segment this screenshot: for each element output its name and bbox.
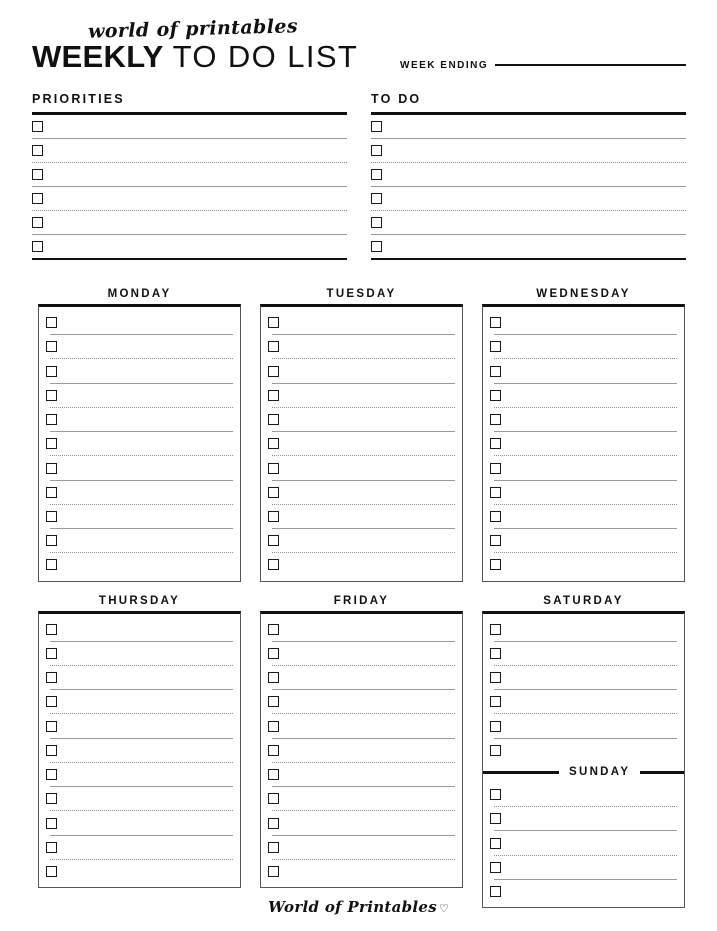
checkbox[interactable] bbox=[268, 866, 279, 877]
checkbox[interactable] bbox=[490, 317, 501, 328]
day-task-row[interactable] bbox=[268, 505, 455, 528]
checkbox[interactable] bbox=[268, 438, 279, 449]
checkbox[interactable] bbox=[268, 535, 279, 546]
checkbox[interactable] bbox=[32, 193, 43, 204]
day-task-row[interactable] bbox=[46, 666, 233, 689]
day-box bbox=[260, 611, 463, 889]
checkbox[interactable] bbox=[46, 745, 57, 756]
day-column-thursday bbox=[38, 595, 241, 909]
section-priorities bbox=[32, 92, 347, 260]
sunday-rule-right bbox=[640, 771, 684, 774]
day-task-row[interactable] bbox=[268, 553, 455, 576]
day-task-row[interactable] bbox=[46, 529, 233, 552]
day-task-row[interactable] bbox=[490, 553, 677, 576]
checkbox[interactable] bbox=[46, 559, 57, 570]
day-label: SATURDAY bbox=[543, 594, 624, 607]
checkbox[interactable] bbox=[46, 648, 57, 659]
checkbox[interactable] bbox=[490, 511, 501, 522]
checkbox[interactable] bbox=[268, 390, 279, 401]
day-task-row[interactable] bbox=[490, 714, 677, 737]
day-task-row[interactable] bbox=[46, 359, 233, 382]
checkbox[interactable] bbox=[490, 648, 501, 659]
page-title bbox=[32, 39, 358, 75]
checkbox[interactable] bbox=[490, 438, 501, 449]
sunday-divider bbox=[483, 762, 684, 783]
checkbox[interactable] bbox=[268, 721, 279, 732]
day-row bbox=[38, 288, 686, 582]
checklist-row[interactable] bbox=[32, 139, 347, 162]
day-task-row[interactable] bbox=[490, 831, 677, 854]
checkbox[interactable] bbox=[46, 511, 57, 522]
checkbox[interactable] bbox=[490, 696, 501, 707]
checkbox[interactable] bbox=[46, 672, 57, 683]
checkbox[interactable] bbox=[268, 366, 279, 377]
checklist-row[interactable] bbox=[32, 235, 347, 258]
checkbox[interactable] bbox=[32, 241, 43, 252]
checkbox[interactable] bbox=[268, 842, 279, 853]
checkbox[interactable] bbox=[371, 169, 382, 180]
top-sections bbox=[32, 92, 686, 260]
day-task-row[interactable] bbox=[46, 505, 233, 528]
day-task-row[interactable] bbox=[490, 642, 677, 665]
day-task-row[interactable] bbox=[46, 384, 233, 407]
day-task-row[interactable] bbox=[268, 739, 455, 762]
checkbox[interactable] bbox=[46, 696, 57, 707]
week-ending-write-line[interactable] bbox=[495, 64, 686, 66]
day-task-row[interactable] bbox=[268, 311, 455, 334]
checkbox[interactable] bbox=[46, 624, 57, 635]
day-label: MONDAY bbox=[107, 288, 172, 300]
checkbox[interactable] bbox=[32, 145, 43, 156]
checkbox[interactable] bbox=[371, 217, 382, 228]
day-task-row[interactable] bbox=[46, 714, 233, 737]
day-box bbox=[38, 304, 241, 582]
day-task-row[interactable] bbox=[268, 690, 455, 713]
day-task-row[interactable] bbox=[46, 553, 233, 576]
checkbox[interactable] bbox=[32, 169, 43, 180]
checkbox[interactable] bbox=[268, 818, 279, 829]
checkbox[interactable] bbox=[490, 341, 501, 352]
day-task-row[interactable] bbox=[268, 335, 455, 358]
checklist-row[interactable] bbox=[32, 115, 347, 138]
day-task-row[interactable] bbox=[46, 335, 233, 358]
page-footer bbox=[0, 898, 717, 917]
checkbox[interactable] bbox=[268, 745, 279, 756]
day-task-row[interactable] bbox=[268, 529, 455, 552]
checkbox[interactable] bbox=[490, 862, 501, 873]
checkbox[interactable] bbox=[490, 813, 501, 824]
page-title-bold: WEEKLY bbox=[32, 39, 164, 74]
section-title: TO DO bbox=[371, 92, 422, 106]
checkbox[interactable] bbox=[46, 721, 57, 732]
day-task-row[interactable] bbox=[490, 408, 677, 431]
section-bottom-rule bbox=[371, 258, 686, 261]
day-task-row[interactable] bbox=[46, 642, 233, 665]
day-task-row[interactable] bbox=[268, 763, 455, 786]
checkbox[interactable] bbox=[268, 769, 279, 780]
day-task-row[interactable] bbox=[46, 811, 233, 834]
checkbox[interactable] bbox=[268, 511, 279, 522]
day-grid bbox=[38, 288, 686, 921]
checklist-row[interactable] bbox=[371, 139, 686, 162]
checklist-row[interactable] bbox=[371, 163, 686, 186]
day-label: WEDNESDAY bbox=[536, 288, 631, 300]
section-to-do bbox=[371, 92, 686, 260]
day-task-row[interactable] bbox=[46, 690, 233, 713]
day-box bbox=[260, 304, 463, 582]
checklist-row[interactable] bbox=[371, 235, 686, 258]
checkbox[interactable] bbox=[46, 341, 57, 352]
checkbox[interactable] bbox=[490, 838, 501, 849]
day-task-row[interactable] bbox=[490, 432, 677, 455]
day-label: FRIDAY bbox=[333, 594, 390, 607]
day-task-row[interactable] bbox=[490, 690, 677, 713]
checklist-row[interactable] bbox=[371, 211, 686, 234]
checkbox[interactable] bbox=[371, 241, 382, 252]
checkbox[interactable] bbox=[268, 624, 279, 635]
day-task-row[interactable] bbox=[490, 311, 677, 334]
page-header bbox=[32, 15, 686, 80]
day-task-row[interactable] bbox=[268, 359, 455, 382]
checkbox[interactable] bbox=[268, 317, 279, 328]
day-task-row[interactable] bbox=[490, 335, 677, 358]
checkbox[interactable] bbox=[268, 463, 279, 474]
checkbox[interactable] bbox=[490, 672, 501, 683]
checkbox[interactable] bbox=[46, 366, 57, 377]
day-task-row[interactable] bbox=[490, 481, 677, 504]
week-ending-label: WEEK ENDING bbox=[400, 60, 489, 71]
day-label: TUESDAY bbox=[326, 288, 397, 300]
checkbox[interactable] bbox=[490, 390, 501, 401]
day-column-monday bbox=[38, 288, 241, 582]
sunday-rule-left bbox=[483, 771, 559, 774]
checkbox[interactable] bbox=[371, 121, 382, 132]
day-task-row[interactable] bbox=[490, 739, 677, 762]
checkbox[interactable] bbox=[268, 696, 279, 707]
day-task-row[interactable] bbox=[490, 807, 677, 830]
day-task-row[interactable] bbox=[268, 408, 455, 431]
checklist-row[interactable] bbox=[32, 211, 347, 234]
day-task-row[interactable] bbox=[268, 666, 455, 689]
day-column-friday bbox=[260, 595, 463, 909]
day-task-row[interactable] bbox=[490, 384, 677, 407]
day-column-saturday bbox=[482, 595, 685, 909]
heart-icon: ♡ bbox=[439, 903, 449, 915]
section-bottom-rule bbox=[32, 258, 347, 261]
checkbox[interactable] bbox=[268, 672, 279, 683]
day-task-row[interactable] bbox=[490, 856, 677, 879]
checkbox[interactable] bbox=[490, 414, 501, 425]
day-box bbox=[482, 611, 685, 909]
checkbox[interactable] bbox=[46, 390, 57, 401]
checkbox[interactable] bbox=[490, 745, 501, 756]
checklist-row[interactable] bbox=[371, 115, 686, 138]
checkbox[interactable] bbox=[490, 559, 501, 570]
day-task-row[interactable] bbox=[490, 456, 677, 479]
day-task-row[interactable] bbox=[46, 618, 233, 641]
day-task-row[interactable] bbox=[490, 359, 677, 382]
day-task-row[interactable] bbox=[268, 811, 455, 834]
day-task-row[interactable] bbox=[268, 384, 455, 407]
day-task-row[interactable] bbox=[268, 836, 455, 859]
day-task-row[interactable] bbox=[268, 714, 455, 737]
page-title-light: TO DO LIST bbox=[172, 39, 359, 74]
checkbox[interactable] bbox=[490, 721, 501, 732]
checkbox[interactable] bbox=[490, 624, 501, 635]
day-box bbox=[38, 611, 241, 889]
checkbox[interactable] bbox=[46, 842, 57, 853]
day-task-row[interactable] bbox=[46, 763, 233, 786]
day-task-row[interactable] bbox=[268, 481, 455, 504]
day-task-row[interactable] bbox=[46, 836, 233, 859]
day-task-row[interactable] bbox=[490, 783, 677, 806]
checkbox[interactable] bbox=[490, 886, 501, 897]
checklist bbox=[32, 115, 347, 258]
checkbox[interactable] bbox=[46, 818, 57, 829]
checkbox[interactable] bbox=[46, 487, 57, 498]
day-task-row[interactable] bbox=[268, 860, 455, 883]
checkbox[interactable] bbox=[268, 793, 279, 804]
checkbox[interactable] bbox=[490, 366, 501, 377]
day-task-row[interactable] bbox=[46, 860, 233, 883]
day-task-row[interactable] bbox=[46, 432, 233, 455]
checkbox[interactable] bbox=[490, 789, 501, 800]
checkbox[interactable] bbox=[32, 217, 43, 228]
checkbox[interactable] bbox=[32, 121, 43, 132]
week-ending-field[interactable] bbox=[400, 60, 686, 71]
checkbox[interactable] bbox=[490, 463, 501, 474]
day-task-row[interactable] bbox=[490, 505, 677, 528]
checkbox[interactable] bbox=[268, 559, 279, 570]
checkbox[interactable] bbox=[490, 487, 501, 498]
day-task-row[interactable] bbox=[46, 456, 233, 479]
day-task-row[interactable] bbox=[268, 456, 455, 479]
checkbox[interactable] bbox=[46, 866, 57, 877]
day-column-wednesday bbox=[482, 288, 685, 582]
checkbox[interactable] bbox=[46, 463, 57, 474]
checkbox[interactable] bbox=[490, 535, 501, 546]
day-task-row[interactable] bbox=[490, 666, 677, 689]
day-task-row[interactable] bbox=[46, 311, 233, 334]
day-task-row[interactable] bbox=[490, 618, 677, 641]
brand-script-logo: world of printables bbox=[87, 15, 299, 43]
sunday-label: SUNDAY bbox=[569, 766, 631, 779]
checklist bbox=[371, 115, 686, 258]
day-task-row[interactable] bbox=[268, 432, 455, 455]
day-task-row[interactable] bbox=[490, 529, 677, 552]
checkbox[interactable] bbox=[46, 438, 57, 449]
day-column-tuesday bbox=[260, 288, 463, 582]
checkbox[interactable] bbox=[46, 535, 57, 546]
day-row bbox=[38, 595, 686, 909]
day-task-row[interactable] bbox=[46, 481, 233, 504]
day-task-row[interactable] bbox=[268, 642, 455, 665]
day-label: THURSDAY bbox=[98, 594, 181, 607]
checklist-row[interactable] bbox=[371, 187, 686, 210]
checkbox[interactable] bbox=[371, 145, 382, 156]
day-task-row[interactable] bbox=[46, 787, 233, 810]
checkbox[interactable] bbox=[46, 317, 57, 328]
checkbox[interactable] bbox=[46, 793, 57, 804]
day-box bbox=[482, 304, 685, 582]
checkbox[interactable] bbox=[268, 648, 279, 659]
checkbox[interactable] bbox=[46, 769, 57, 780]
day-task-row[interactable] bbox=[46, 408, 233, 431]
section-title: PRIORITIES bbox=[32, 92, 125, 106]
checkbox[interactable] bbox=[46, 414, 57, 425]
checklist-row[interactable] bbox=[32, 163, 347, 186]
footer-brand: World of Printables bbox=[268, 898, 438, 916]
checklist-row[interactable] bbox=[32, 187, 347, 210]
checkbox[interactable] bbox=[268, 487, 279, 498]
checkbox[interactable] bbox=[268, 414, 279, 425]
day-task-row[interactable] bbox=[46, 739, 233, 762]
checkbox[interactable] bbox=[371, 193, 382, 204]
day-task-row[interactable] bbox=[268, 618, 455, 641]
checkbox[interactable] bbox=[268, 341, 279, 352]
day-task-row[interactable] bbox=[268, 787, 455, 810]
